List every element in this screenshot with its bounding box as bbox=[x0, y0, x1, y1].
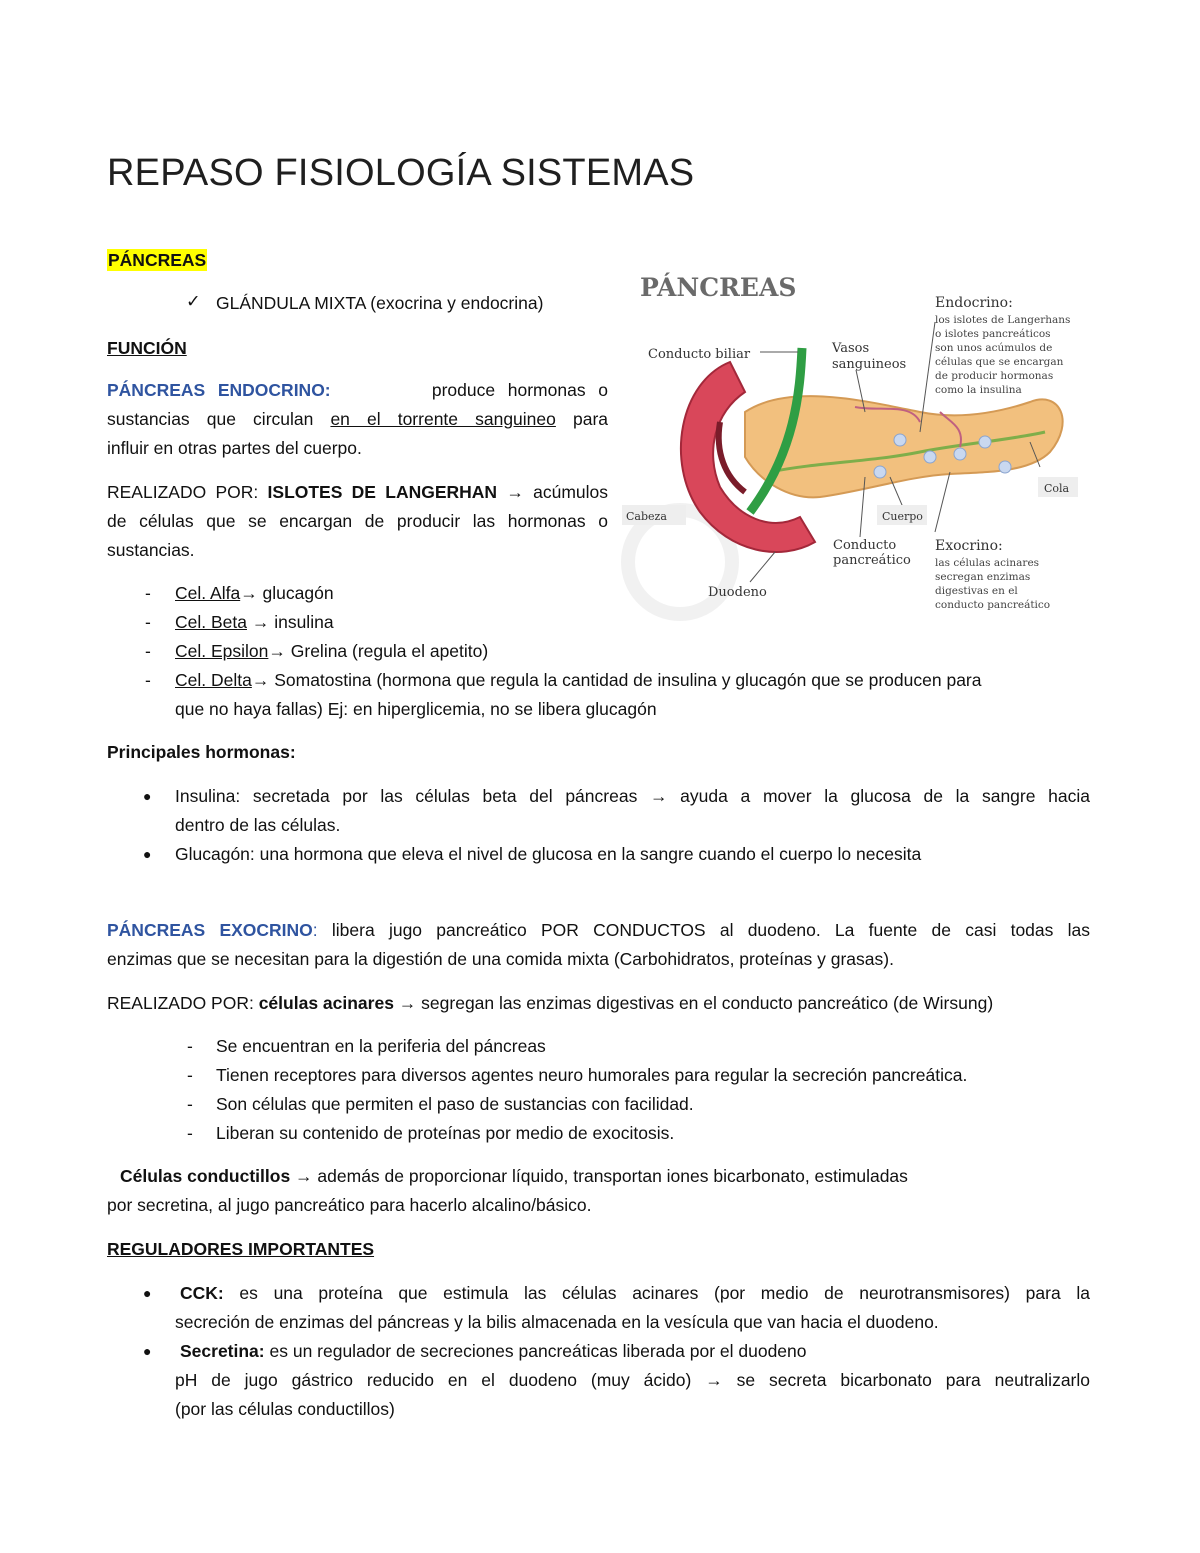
cck-label: CCK: bbox=[180, 1283, 224, 1303]
label-cola: Cola bbox=[1044, 482, 1070, 495]
endocrino-text-2: o islotes pancreáticos bbox=[935, 328, 1051, 340]
cell-name: Cel. Delta bbox=[175, 670, 252, 690]
label-conducto-pancreatico-2: pancreático bbox=[833, 553, 911, 568]
cck-text: es una proteína que estimula las células acinares (por medio de neurotransmisores) para la bbox=[223, 1283, 1090, 1303]
insulina-line-2: dentro de las células. bbox=[175, 815, 341, 835]
cck-line-1 bbox=[180, 1283, 1090, 1304]
exocrino-text-1: libera jugo pancreático POR CONDUCTOS al duodeno. La fuente de casi todas las bbox=[317, 920, 1090, 940]
label-endocrino-title: Endocrino: bbox=[935, 295, 1013, 311]
label-cuerpo: Cuerpo bbox=[882, 510, 923, 523]
reguladores-heading: REGULADORES IMPORTANTES bbox=[107, 1239, 375, 1259]
bullet-icon: ● bbox=[143, 788, 152, 804]
secretina-label: Secretina: bbox=[180, 1341, 265, 1361]
endocrino-text-2u: en el torrente sanguineo bbox=[330, 409, 556, 429]
realizado-bold: células acinares bbox=[258, 993, 394, 1013]
funcion-heading: FUNCIÓN bbox=[107, 338, 187, 358]
duodenum-inner bbox=[719, 422, 745, 492]
endocrino-line-1 bbox=[107, 380, 608, 401]
conductillos-rest: además de proporcionar líquido, transportan iones bicarbonato, estimuladas bbox=[317, 1166, 908, 1186]
bullet-icon: ● bbox=[143, 846, 152, 862]
figure-title: PÁNCREAS bbox=[640, 273, 797, 302]
dash-bullet: - bbox=[145, 670, 151, 690]
insulina-line-1: Insulina: secretada por las células beta del páncreas → ayuda a mover la glucosa de la sangre hacia bbox=[175, 786, 1090, 806]
secretina-line-2: pH de jugo gástrico reducido en el duodeno (muy ácido) → se secreta bicarbonato para neutralizarlo bbox=[175, 1370, 1090, 1390]
dash-bullet: - bbox=[145, 641, 151, 661]
dash-bullet: - bbox=[187, 1123, 193, 1143]
endocrino-line-3: influir en otras partes del cuerpo. bbox=[107, 438, 362, 458]
cell-text: → Grelina (regula el apetito) bbox=[268, 641, 489, 661]
arrow: → bbox=[393, 993, 422, 1013]
realizado-bold: ISLOTES DE LANGERHAN bbox=[267, 482, 498, 502]
realizado-rest: → acúmulos bbox=[497, 482, 609, 502]
exocrino-text-2: secregan enzimas bbox=[935, 571, 1031, 583]
cell-text: → Somatostina (hormona que regula la cantidad de insulina y glucagón que se producen para bbox=[251, 670, 982, 690]
highlighted-heading: PÁNCREAS bbox=[108, 250, 207, 270]
check-icon: ✓ bbox=[186, 291, 201, 311]
endocrino-text-5: de producir hormonas bbox=[935, 370, 1054, 382]
bullet-icon: ● bbox=[143, 1343, 152, 1359]
exo-item-3: Son células que permiten el paso de sustancias con facilidad. bbox=[216, 1094, 694, 1114]
conductillos-bold: Células conductillos bbox=[120, 1166, 291, 1186]
check-item-text: GLÁNDULA MIXTA (exocrina y endocrina) bbox=[216, 293, 544, 313]
secretina-line-1 bbox=[180, 1341, 807, 1362]
label-vasos-2: sanguineos bbox=[832, 357, 907, 372]
cell-name: Cel. Beta bbox=[175, 612, 247, 632]
realizado-rest: segregan las enzimas digestivas en el conducto pancreático (de Wirsung) bbox=[421, 993, 994, 1013]
endocrino-text-2a: sustancias que circulan bbox=[107, 409, 331, 429]
label-vasos-1: Vasos bbox=[832, 341, 870, 356]
label-duodeno: Duodeno bbox=[708, 585, 767, 600]
exo-item-1: Se encuentran en la periferia del páncreas bbox=[216, 1036, 546, 1056]
pancreas-diagram bbox=[620, 262, 1090, 622]
cell-name: Cel. Alfa bbox=[175, 583, 241, 603]
arrow: → bbox=[290, 1166, 318, 1186]
secretina-line-3: (por las células conductillos) bbox=[175, 1399, 395, 1419]
realizado-endo-line-3: sustancias. bbox=[107, 540, 195, 560]
exocrino-colon: : bbox=[312, 920, 318, 940]
endocrino-text-3: son unos acúmulos de bbox=[935, 342, 1053, 354]
endocrino-text-4: células que se encargan bbox=[935, 356, 1064, 368]
conductillos-line-1 bbox=[120, 1166, 908, 1187]
label-conducto-pancreatico-1: Conducto bbox=[833, 538, 897, 553]
dash-bullet: - bbox=[145, 583, 151, 603]
conductillos-line-2: por secretina, al jugo pancreático para hacerlo alcalino/básico. bbox=[107, 1195, 592, 1215]
endocrino-line-2 bbox=[107, 409, 608, 430]
exo-item-4: Liberan su contenido de proteínas por medio de exocitosis. bbox=[216, 1123, 675, 1143]
realizado-label: REALIZADO POR: bbox=[107, 993, 259, 1013]
bullet-icon: ● bbox=[143, 1285, 152, 1301]
cell-alfa bbox=[175, 583, 334, 604]
section-heading-pancreas bbox=[107, 250, 207, 271]
exocrino-line-2: enzimas que se necesitan para la digestión de una comida mixta (Carbohidratos, proteínas y grasas). bbox=[107, 949, 894, 969]
exocrino-label: PÁNCREAS EXOCRINO bbox=[107, 920, 313, 940]
endocrino-label: PÁNCREAS ENDOCRINO: bbox=[107, 380, 331, 400]
label-cabeza: Cabeza bbox=[626, 510, 667, 523]
endocrino-text-1: los islotes de Langerhans bbox=[935, 314, 1071, 326]
endocrino-text-6: como la insulina bbox=[935, 384, 1022, 396]
dash-bullet: - bbox=[145, 612, 151, 632]
realizado-label: REALIZADO POR: bbox=[107, 482, 268, 502]
cck-line-2: secreción de enzimas del páncreas y la bilis almacenada en la vesícula que van hacia el duodeno. bbox=[175, 1312, 939, 1332]
cell-name: Cel. Epsilon bbox=[175, 641, 269, 661]
endocrino-text-2b: para bbox=[555, 409, 609, 429]
exocrino-line-1 bbox=[107, 920, 1090, 941]
label-conducto-biliar: Conducto biliar bbox=[648, 347, 751, 362]
dash-bullet: - bbox=[187, 1094, 193, 1114]
dash-bullet: - bbox=[187, 1065, 193, 1085]
realizado-endo-line-1 bbox=[107, 482, 608, 503]
exocrino-text-4: conducto pancreático bbox=[935, 599, 1051, 611]
endocrino-text-1: produce hormonas o bbox=[431, 380, 608, 400]
label-exocrino-title: Exocrino: bbox=[935, 538, 1003, 554]
cell-text: → glucagón bbox=[240, 583, 334, 603]
glucagon-line: Glucagón: una hormona que eleva el nivel de glucosa en la sangre cuando el cuerpo lo necesita bbox=[175, 844, 922, 864]
exo-item-2: Tienen receptores para diversos agentes neuro humorales para regular la secreción pancreática. bbox=[216, 1065, 968, 1085]
cell-epsilon bbox=[175, 641, 488, 662]
secretina-text: es un regulador de secreciones pancreáticas liberada por el duodeno bbox=[264, 1341, 807, 1361]
realizado-endo-line-2: de células que se encargan de producir las hormonas o bbox=[107, 511, 608, 531]
realizado-exo-line bbox=[107, 993, 993, 1014]
principales-heading: Principales hormonas: bbox=[107, 742, 296, 762]
cell-beta bbox=[175, 612, 334, 633]
exocrino-text-3: digestivas en el bbox=[935, 585, 1018, 597]
exocrino-text-1: las células acinares bbox=[935, 557, 1040, 569]
cell-delta bbox=[175, 670, 982, 691]
dash-bullet: - bbox=[187, 1036, 193, 1056]
cell-text: → insulina bbox=[246, 612, 334, 632]
page-title: REPASO FISIOLOGÍA SISTEMAS bbox=[107, 152, 695, 194]
cell-delta-line-2: que no haya fallas) Ej: en hiperglicemia, no se libera glucagón bbox=[175, 699, 657, 719]
